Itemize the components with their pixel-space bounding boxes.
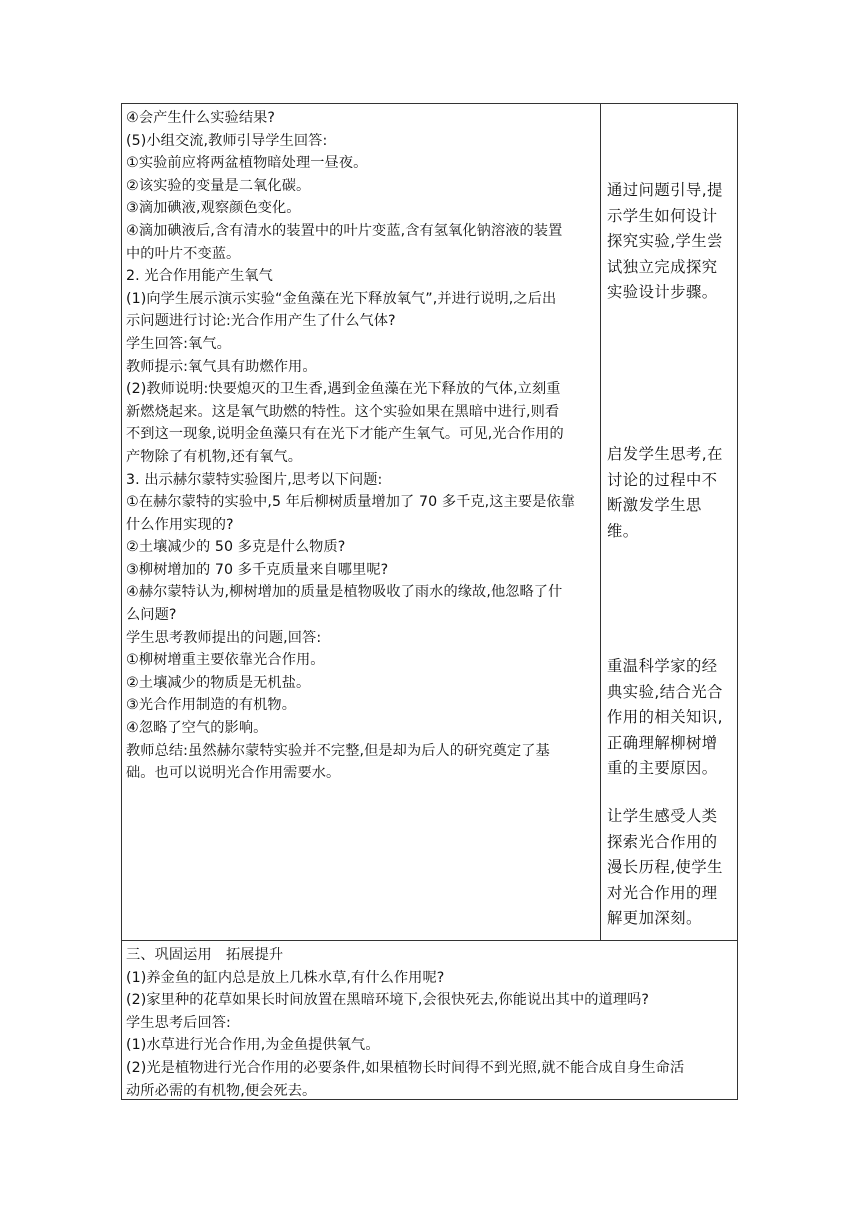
answer-line: 学生思考后回答:: [126, 1014, 231, 1031]
note-line: 漫长历程,使学生: [607, 858, 723, 876]
process-line: ④滴加碘液后,含有清水的装置中的叶片变蓝,含有氢氧化钠溶液的装置: [126, 222, 563, 239]
note-line: 断激发学生思维。: [607, 496, 702, 540]
process-line: ②土壤减少的 50 多克是什么物质?: [126, 539, 346, 556]
note-line: 重温科学家的经: [607, 657, 718, 675]
column-divider: [600, 104, 601, 940]
note-line: 解更加深刻。: [607, 909, 702, 927]
process-line: ②土壤减少的物质是无机盐。: [126, 674, 311, 691]
note-line: 讨论的过程中不: [607, 470, 718, 489]
process-line: 新燃烧起来。这是氧气助燃的特性。这个实验如果在黑暗中进行,则看: [126, 403, 560, 420]
process-line: ③滴加碘液,观察颜色变化。: [126, 200, 301, 217]
answer-line: 动所必需的有机物,便会死去。: [126, 1082, 317, 1099]
design-intent-note-3: [607, 654, 733, 782]
note-line: 启发学生思考,在: [607, 445, 723, 463]
process-line: ④忽略了空气的影响。: [126, 720, 268, 737]
process-line: (2)教师说明:快要熄灭的卫生香,遇到金鱼藻在光下释放的气体,立刻重: [126, 381, 561, 398]
note-line: 探究实验,学生尝: [607, 232, 723, 250]
process-line: ③光合作用制造的有机物。: [126, 697, 296, 714]
note-line: 让学生感受人类: [607, 807, 718, 825]
process-line: 产物除了有机物,还有氧气。: [126, 448, 303, 465]
process-line: 学生思考教师提出的问题,回答:: [126, 629, 322, 646]
design-intent-note-2: [607, 442, 733, 544]
process-line: (5)小组交流,教师引导学生回答:: [126, 132, 328, 149]
consolidation-section: [126, 944, 731, 1102]
design-intent-note-4: [607, 804, 733, 932]
process-line: ①在赫尔蒙特的实验中,5 年后柳树质量增加了 70 多千克,这主要是依靠: [126, 494, 576, 511]
process-line: 础。也可以说明光合作用需要水。: [126, 765, 341, 782]
note-line: 试独立完成探究: [607, 257, 718, 276]
section-heading: 3. 出示赫尔蒙特实验图片,思考以下问题:: [126, 471, 383, 488]
note-line: 作用的相关知识,: [607, 708, 723, 726]
note-line: 实验设计步骤。: [607, 283, 718, 301]
lesson-table: [121, 103, 738, 1100]
process-line: ④会产生什么实验结果?: [126, 110, 276, 126]
note-line: 正确理解柳树增: [607, 733, 718, 752]
process-line: 什么作用实现的?: [126, 516, 234, 533]
note-line: 典实验,结合光合: [607, 682, 723, 701]
note-line: 示学生如何设计: [607, 206, 718, 225]
process-line: ①实验前应将两盆植物暗处理一昼夜。: [126, 155, 368, 172]
process-line: 中的叶片不变蓝。: [126, 245, 241, 262]
note-line: 重的主要原因。: [607, 759, 718, 777]
note-line: 探索光合作用的: [607, 832, 718, 851]
process-line: 不到这一现象,说明金鱼藻只有在光下才能产生氧气。可见,光合作用的: [126, 426, 564, 443]
design-intent-note-1: [607, 178, 733, 306]
process-line: ③柳树增加的 70 多千克质量来自哪里呢?: [126, 561, 389, 578]
process-line: (1)向学生展示演示实验“金鱼藻在光下释放氧气”,并进行说明,之后出: [126, 290, 557, 307]
process-line: ②该实验的变量是二氧化碳。: [126, 177, 311, 194]
row-divider: [122, 940, 737, 941]
question-line: (1)养金鱼的缸内总是放上几株水草,有什么作用呢?: [126, 969, 445, 986]
process-line: 教师提示:氧气具有助燃作用。: [126, 358, 317, 375]
process-line: 学生回答:氧气。: [126, 335, 231, 352]
answer-line: (2)光是植物进行光合作用的必要条件,如果植物长时间得不到光照,就不能合成自身生命活: [126, 1059, 685, 1076]
process-line: 示问题进行讨论:光合作用产生了什么气体?: [126, 313, 396, 330]
process-line: ④赫尔蒙特认为,柳树增加的质量是植物吸收了雨水的缘故,他忽略了什: [126, 584, 563, 601]
section-heading: 2. 光合作用能产生氧气: [126, 268, 273, 285]
process-line: 教师总结:虽然赫尔蒙特实验并不完整,但是却为后人的研究奠定了基: [126, 742, 550, 759]
process-line: ①柳树增重主要依靠光合作用。: [126, 652, 325, 669]
note-line: 通过问题引导,提: [607, 181, 723, 199]
teaching-process-cell: [126, 107, 596, 785]
process-line: 么问题?: [126, 607, 177, 624]
question-line: (2)家里种的花草如果长时间放置在黑暗环境下,会很快死去,你能说出其中的道理吗?: [126, 992, 650, 1009]
note-line: 对光合作用的理: [607, 883, 718, 902]
section-heading: 三、巩固运用 拓展提升: [126, 947, 284, 963]
answer-line: (1)水草进行光合作用,为金鱼提供氧气。: [126, 1037, 380, 1054]
